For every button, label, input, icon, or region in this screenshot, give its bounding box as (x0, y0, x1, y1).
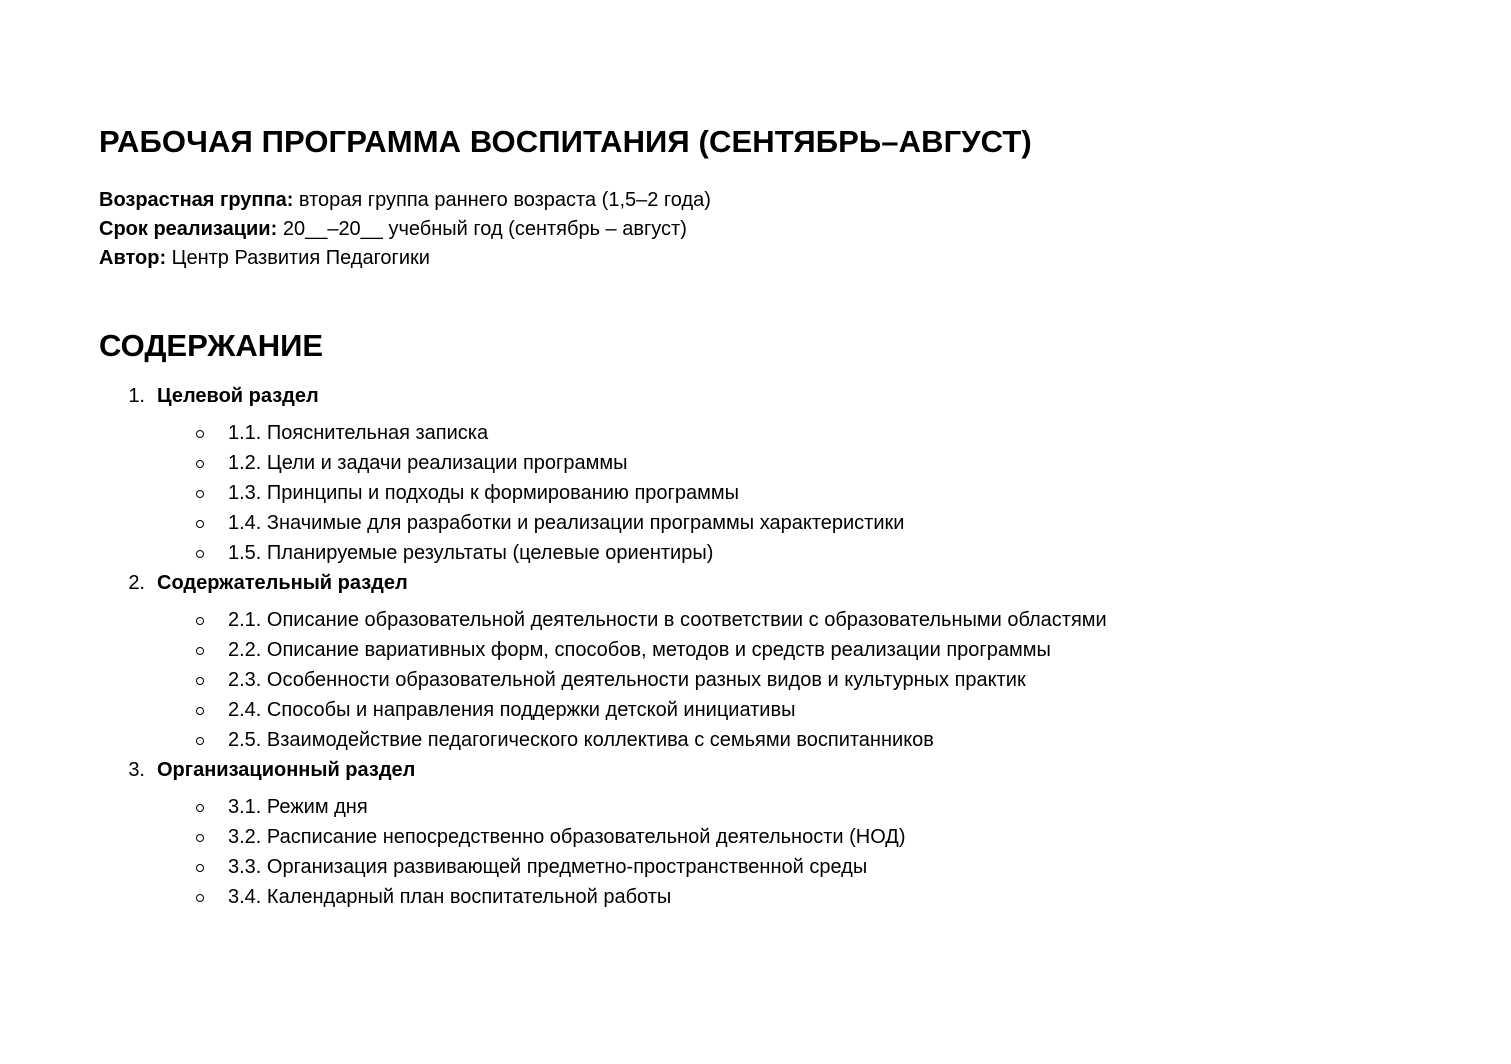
subsection-label: 2.4. Способы и направления поддержки детской инициативы (228, 699, 796, 721)
list-item (99, 883, 1411, 913)
circle-bullet-icon (196, 550, 204, 558)
list-item (99, 539, 1411, 569)
circle-bullet-icon (196, 737, 204, 745)
list-item (99, 636, 1411, 666)
list-item (99, 726, 1411, 756)
list-item (99, 793, 1411, 823)
subsection-label: 1.1. Пояснительная записка (228, 422, 489, 444)
circle-bullet-icon (196, 707, 204, 715)
list-item (99, 419, 1411, 449)
circle-bullet-icon (196, 520, 204, 528)
toc-section-organizational (99, 756, 1411, 913)
subsection-list (99, 606, 1411, 756)
section-heading (99, 569, 1411, 598)
circle-bullet-icon (196, 617, 204, 625)
meta-value: Центр Развития Педагогики (166, 247, 430, 269)
section-number: 3. (128, 759, 145, 781)
section-number: 2. (128, 572, 145, 594)
meta-label: Автор: (99, 247, 167, 269)
list-item (99, 853, 1411, 883)
meta-label: Возрастная группа: (99, 189, 294, 211)
document-title: РАБОЧАЯ ПРОГРАММА ВОСПИТАНИЯ (СЕНТЯБРЬ–АВГУСТ) (99, 124, 1032, 159)
list-item (99, 666, 1411, 696)
subsection-label: 2.3. Особенности образовательной деятельности разных видов и культурных практик (228, 669, 1026, 691)
subsection-label: 3.3. Организация развивающей предметно-пространственной среды (228, 856, 868, 878)
meta-label: Срок реализации: (99, 218, 278, 240)
circle-bullet-icon (196, 804, 204, 812)
list-item (99, 509, 1411, 539)
subsection-list (99, 793, 1411, 913)
section-label: Содержательный раздел (157, 572, 408, 594)
list-item (99, 823, 1411, 853)
list-item (99, 606, 1411, 636)
subsection-label: 1.3. Принципы и подходы к формированию программы (228, 482, 739, 504)
meta-period (99, 215, 1411, 244)
toc-section-target (99, 382, 1411, 569)
subsection-label: 3.2. Расписание непосредственно образовательной деятельности (НОД) (228, 826, 906, 848)
meta-age-group (99, 186, 1411, 215)
meta-value: 20__–20__ учебный год (сентябрь – август) (277, 218, 687, 240)
section-number: 1. (128, 385, 145, 407)
subsection-list (99, 419, 1411, 569)
section-heading (99, 382, 1411, 411)
subsection-label: 1.5. Планируемые результаты (целевые ориентиры) (228, 542, 714, 564)
section-label: Целевой раздел (157, 385, 319, 407)
circle-bullet-icon (196, 647, 204, 655)
subsection-label: 1.4. Значимые для разработки и реализации программы характеристики (228, 512, 905, 534)
subsection-label: 1.2. Цели и задачи реализации программы (228, 452, 628, 474)
circle-bullet-icon (196, 834, 204, 842)
circle-bullet-icon (196, 894, 204, 902)
subsection-label: 2.2. Описание вариативных форм, способов, методов и средств реализации программы (228, 639, 1051, 661)
section-heading (99, 756, 1411, 785)
meta-value: вторая группа раннего возраста (1,5–2 года) (293, 189, 711, 211)
list-item (99, 479, 1411, 509)
circle-bullet-icon (196, 677, 204, 685)
circle-bullet-icon (196, 460, 204, 468)
document-meta (99, 186, 1411, 273)
section-label: Организационный раздел (157, 759, 416, 781)
subsection-label: 2.1. Описание образовательной деятельности в соответствии с образовательными областями (228, 609, 1107, 631)
subsection-label: 2.5. Взаимодействие педагогического коллектива с семьями воспитанников (228, 729, 934, 751)
circle-bullet-icon (196, 864, 204, 872)
toc-section-content (99, 569, 1411, 756)
toc-title: СОДЕРЖАНИЕ (99, 328, 324, 363)
list-item (99, 696, 1411, 726)
subsection-label: 3.1. Режим дня (228, 796, 368, 818)
subsection-label: 3.4. Календарный план воспитательной работы (228, 886, 672, 908)
circle-bullet-icon (196, 430, 204, 438)
table-of-contents (99, 382, 1411, 913)
meta-author (99, 244, 1411, 273)
list-item (99, 449, 1411, 479)
circle-bullet-icon (196, 490, 204, 498)
